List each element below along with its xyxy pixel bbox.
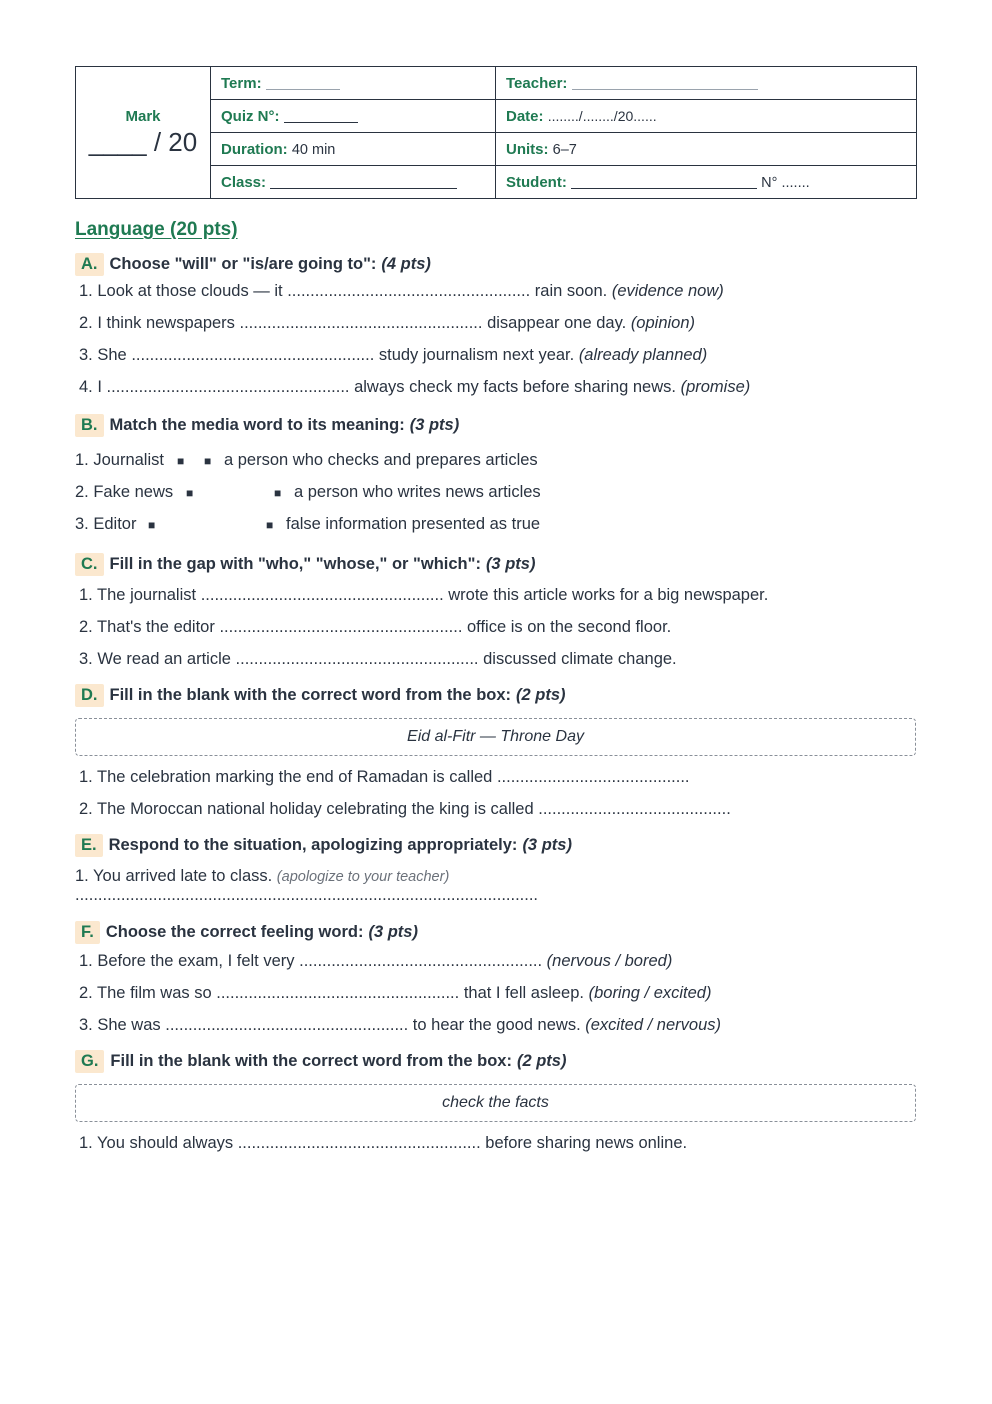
section-title: Language (20 pts) [75, 219, 238, 240]
match-dot-left[interactable]: ■ [177, 454, 185, 468]
question-f-item-1: 1. Before the exam, I felt very ..................................................... (nervous / bored) [79, 952, 673, 970]
answer-blank[interactable]: .......................................... [538, 800, 731, 818]
match-dot-left[interactable]: ■ [186, 486, 194, 500]
answer-blank[interactable]: ..................................................... [200, 586, 444, 604]
match-term: 1. Journalist [75, 451, 164, 469]
word-box: check the facts [75, 1084, 916, 1122]
quiz-label: Quiz N°: [221, 107, 280, 125]
answer-blank[interactable]: ..................................................... [237, 1134, 481, 1152]
matching-list [75, 451, 916, 547]
teacher-label: Teacher: [506, 74, 568, 92]
question-letter: B. [75, 414, 104, 437]
term-label: Term: [221, 74, 262, 92]
question-title: Fill in the blank with the correct word from the box: [110, 1052, 512, 1070]
answer-blank[interactable]: ..................................................... [106, 378, 350, 396]
mark-label: Mark [125, 107, 161, 125]
answer-blank[interactable]: ..................................................... [299, 952, 543, 970]
question-title: Choose "will" or "is/are going to": [109, 255, 377, 273]
match-dot-right[interactable]: ■ [266, 518, 274, 532]
teacher-cell[interactable] [496, 67, 917, 100]
student-cell[interactable] [496, 166, 917, 199]
match-definition: false information presented as true [286, 515, 541, 533]
question-points: (3 pts) [368, 923, 418, 941]
duration-label: Duration: [221, 140, 288, 158]
question-a-item-1: 1. Look at those clouds — it ..................................................... rain soon. (evidence now) [79, 282, 724, 300]
question-letter: G. [75, 1050, 104, 1073]
question-g-heading [75, 1050, 916, 1073]
units-label: Units: [506, 140, 549, 158]
question-letter: D. [75, 684, 104, 707]
question-title: Match the media word to its meaning: [109, 416, 405, 434]
match-definition: a person who checks and prepares articles [224, 451, 538, 469]
units-value: 6–7 [552, 141, 577, 158]
date-label: Date: [506, 107, 544, 125]
question-a-item-3: 3. She ..................................................... study journalism next year. (already planned) [79, 346, 708, 364]
question-letter: F. [75, 921, 100, 944]
question-a-heading [75, 253, 916, 276]
mark-cell [76, 67, 211, 199]
answer-blank[interactable]: ..................................................... [165, 1016, 409, 1034]
answer-line[interactable]: ..................................................................................................... [75, 886, 539, 904]
mark-score: ____ / 20 [88, 126, 198, 157]
question-letter: C. [75, 553, 104, 576]
answer-blank[interactable]: ..................................................... [219, 618, 463, 636]
match-row-2 [75, 483, 916, 515]
question-points: (4 pts) [381, 255, 431, 273]
teacher-blank[interactable] [572, 75, 758, 90]
match-dot-left[interactable]: ■ [148, 518, 156, 532]
answer-blank[interactable]: .......................................... [496, 768, 690, 786]
question-f-item-2: 2. The film was so ..................................................... that I fell asleep. (boring / excited) [79, 984, 712, 1002]
class-label: Class: [221, 173, 267, 191]
match-row-3 [75, 515, 916, 547]
answer-blank[interactable]: ..................................................... [131, 346, 375, 364]
question-f-item-3: 3. She was ..................................................... to hear the good news. (excited / nervous) [79, 1016, 721, 1034]
match-dot-right[interactable]: ■ [204, 454, 212, 468]
question-points: (2 pts) [516, 686, 566, 704]
match-dot-right[interactable]: ■ [274, 486, 282, 500]
answer-blank[interactable]: ..................................................... [216, 984, 460, 1002]
question-d-item-1: 1. The celebration marking the end of Ramadan is called .......................................... [79, 768, 690, 786]
question-e-heading [75, 834, 916, 857]
question-a-item-2: 2. I think newspapers ..................................................... disappear one day. (opinion) [79, 314, 696, 332]
word-box: Eid al-Fitr — Throne Day [75, 718, 916, 756]
student-label: Student: [506, 173, 567, 191]
quiz-cell[interactable] [211, 100, 496, 133]
header-table [75, 66, 917, 199]
question-title: Respond to the situation, apologizing appropriately: [108, 836, 518, 854]
question-hint: (apologize to your teacher) [276, 869, 450, 885]
answer-blank[interactable]: ..................................................... [239, 314, 483, 332]
question-title: Choose the correct feeling word: [105, 923, 364, 941]
units-cell [496, 133, 917, 166]
student-number: N° ....... [761, 174, 810, 191]
question-points: (3 pts) [522, 836, 572, 854]
duration-value: 40 min [291, 141, 336, 158]
quiz-page [75, 66, 916, 1166]
quiz-blank[interactable] [284, 108, 358, 123]
question-c-item-2: 2. That's the editor ..................................................... office is on the second floor. [79, 618, 672, 636]
date-cell[interactable] [496, 100, 917, 133]
answer-blank[interactable]: ..................................................... [287, 282, 531, 300]
match-row-1 [75, 451, 916, 483]
match-term: 2. Fake news [75, 483, 174, 501]
question-d-item-2: 2. The Moroccan national holiday celebrating the king is called .......................................... [79, 800, 731, 818]
question-e-item-1: 1. You arrived late to class. (apologize to your teacher) [75, 867, 450, 885]
question-letter: E. [75, 834, 103, 857]
question-f-heading [75, 921, 916, 944]
question-c-item-1: 1. The journalist ..................................................... wrote this article works for a big newspaper. [79, 586, 769, 604]
question-points: (3 pts) [409, 416, 460, 434]
question-c-heading [75, 553, 916, 576]
class-cell[interactable] [211, 166, 496, 199]
match-term: 3. Editor [75, 515, 137, 533]
question-d-heading [75, 684, 916, 707]
question-g-item-1: 1. You should always ..................................................... before sharing news online. [79, 1134, 688, 1152]
question-title: Fill in the gap with "who," "whose," or "which": [109, 555, 481, 573]
term-blank[interactable] [266, 75, 340, 90]
match-definition: a person who writes news articles [294, 483, 541, 501]
question-a-item-4: 4. I ..................................................... always check my facts before sharing news. (promise) [79, 378, 751, 396]
term-cell[interactable] [211, 67, 496, 100]
class-blank[interactable] [270, 174, 457, 189]
duration-cell [211, 133, 496, 166]
question-title: Fill in the blank with the correct word from the box: [109, 686, 512, 704]
question-c-item-3: 3. We read an article ..................................................... discussed climate change. [79, 650, 677, 668]
student-blank[interactable] [571, 174, 757, 189]
date-value: ......../......../20...... [547, 107, 657, 124]
answer-blank[interactable]: ..................................................... [235, 650, 479, 668]
question-letter: A. [75, 253, 104, 276]
question-points: (2 pts) [516, 1052, 567, 1070]
question-b-heading [75, 414, 916, 437]
question-points: (3 pts) [485, 555, 536, 573]
